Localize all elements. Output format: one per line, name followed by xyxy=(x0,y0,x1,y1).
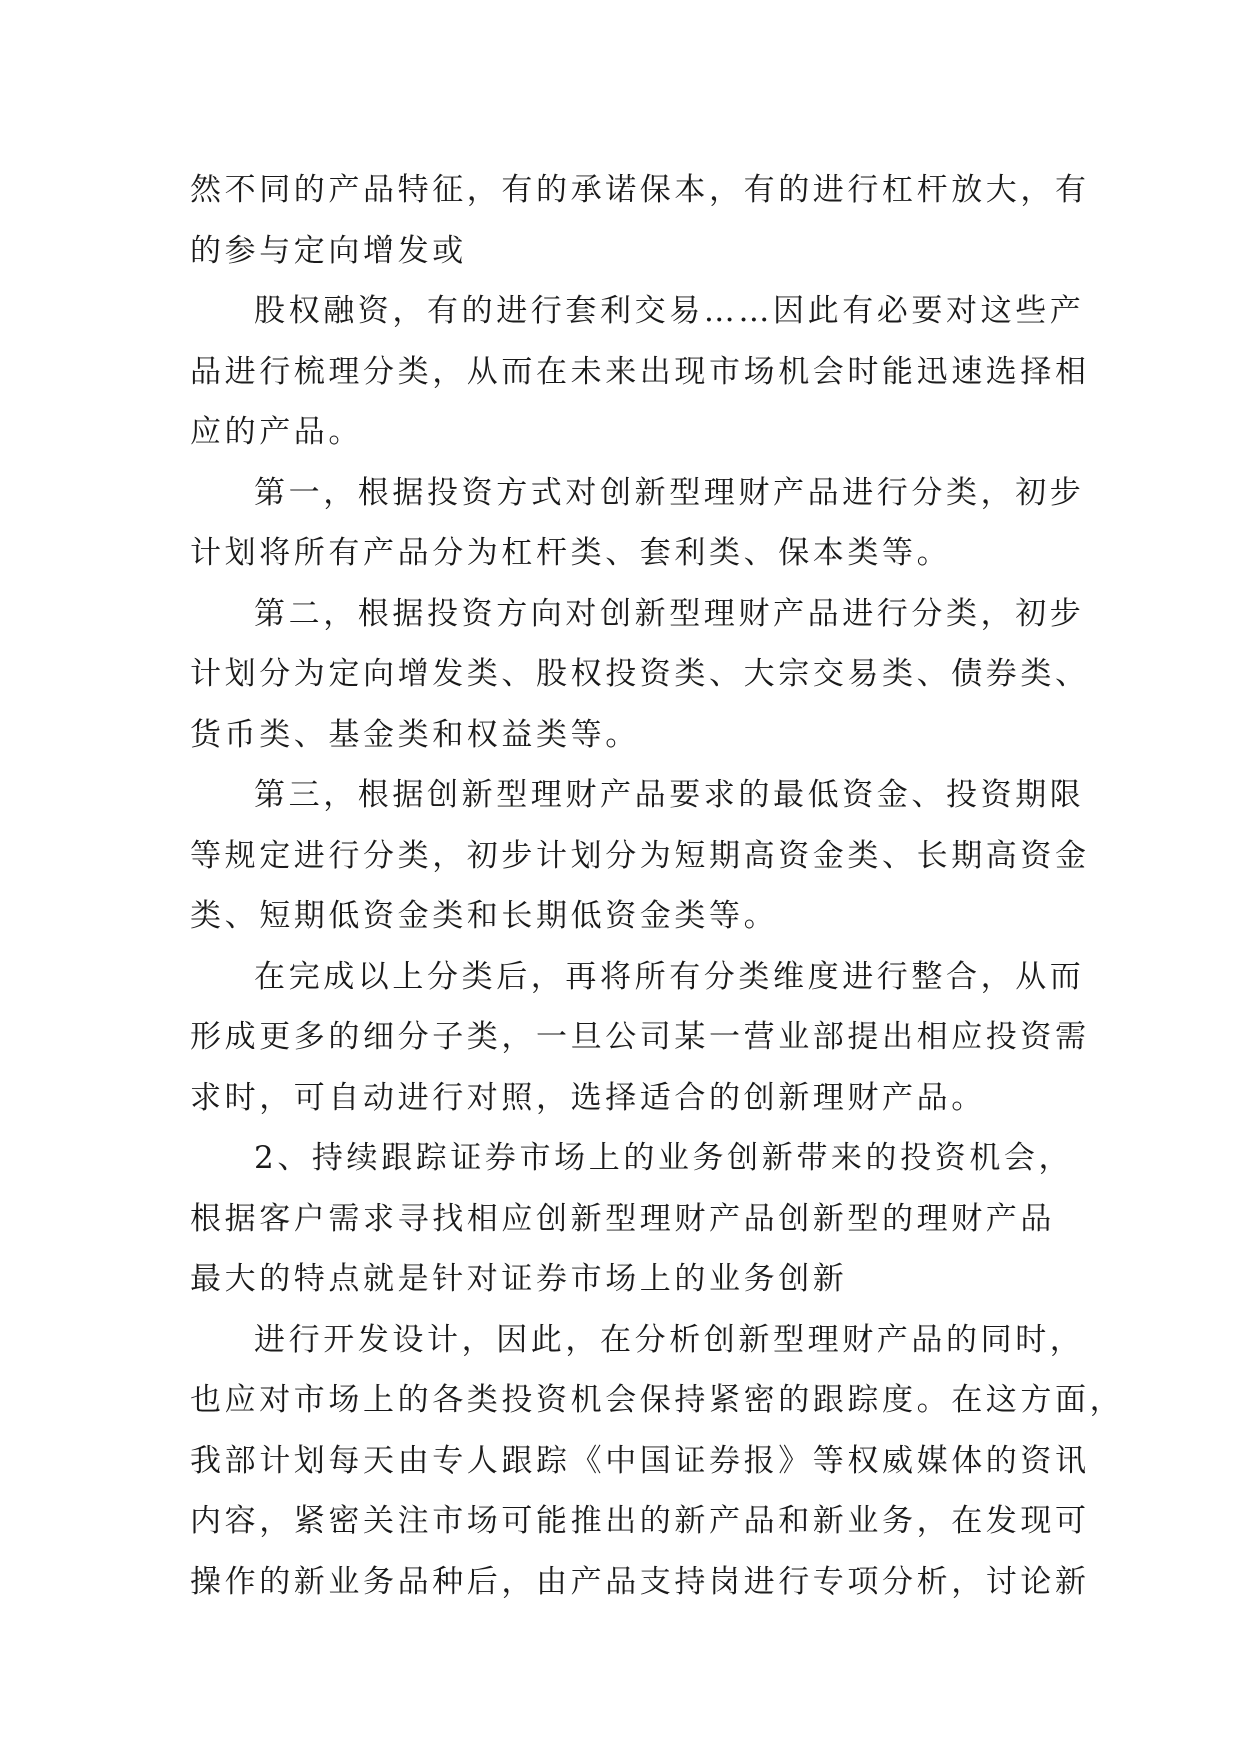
text-line: 股权融资，有的进行套利交易……因此有必要对这些产 xyxy=(254,293,1085,329)
text-line: 应的产品。 xyxy=(190,414,363,450)
text-line: 第三，根据创新型理财产品要求的最低资金、投资期限 xyxy=(254,777,1085,813)
text-line: 也应对市场上的各类投资机会保持紧密的跟踪度。在这方面， xyxy=(190,1382,1125,1418)
text-line: 计划将所有产品分为杠杆类、套利类、保本类等。 xyxy=(190,535,952,571)
text-line: 计划分为定向增发类、股权投资类、大宗交易类、债券类、 xyxy=(190,656,1090,692)
text-line: 品进行梳理分类，从而在未来出现市场机会时能迅速选择相 xyxy=(190,353,1090,390)
text-line: 的参与定向增发或 xyxy=(190,232,467,269)
text-line: 进行开发设计，因此，在分析创新型理财产品的同时， xyxy=(254,1321,1085,1358)
text-line: 第一，根据投资方式对创新型理财产品进行分类，初步 xyxy=(254,474,1085,511)
text-line: 第二，根据投资方向对创新型理财产品进行分类，初步 xyxy=(254,595,1085,632)
text-line: 操作的新业务品种后，由产品支持岗进行专项分析，讨论新 xyxy=(190,1563,1090,1600)
text-line: 我部计划每天由专人跟踪《中国证券报》等权威媒体的资讯 xyxy=(190,1442,1090,1479)
document-body xyxy=(190,160,1125,1612)
text-line: 根据客户需求寻找相应创新型理财产品创新型的理财产品 xyxy=(190,1200,1055,1237)
text-line: 形成更多的细分子类，一旦公司某一营业部提出相应投资需 xyxy=(190,1019,1090,1055)
text-line: 类、短期低资金类和长期低资金类等。 xyxy=(190,898,779,934)
text-line: 内容，紧密关注市场可能推出的新产品和新业务，在发现可 xyxy=(190,1503,1090,1539)
text-line: 等规定进行分类，初步计划分为短期高资金类、长期高资金 xyxy=(190,837,1090,874)
text-line: 求时，可自动进行对照，选择适合的创新理财产品。 xyxy=(190,1079,986,1116)
text-line: 在完成以上分类后，再将所有分类维度进行整合，从而 xyxy=(254,958,1085,995)
text-line: 货币类、基金类和权益类等。 xyxy=(190,716,640,753)
text-line: 2、持续跟踪证券市场上的业务创新带来的投资机会， xyxy=(254,1140,1074,1176)
text-line: 最大的特点就是针对证券市场上的业务创新 xyxy=(190,1261,848,1297)
text-line: 然不同的产品特征，有的承诺保本，有的进行杠杆放大，有 xyxy=(190,172,1090,208)
